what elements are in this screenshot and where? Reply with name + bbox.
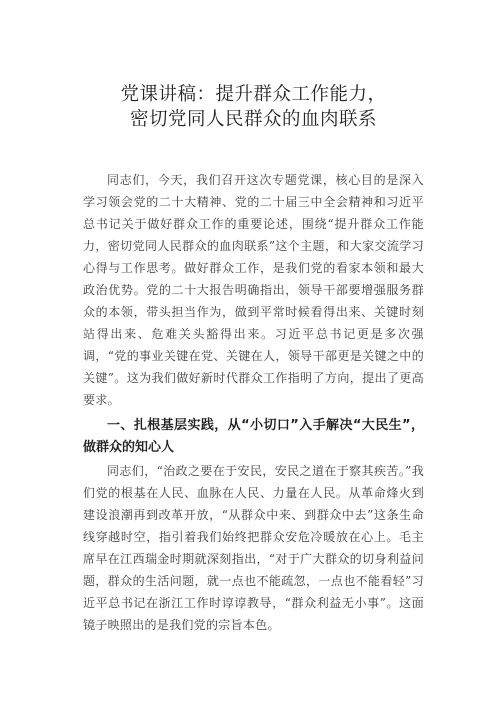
title-line-1: 党课讲稿：提升群众工作能力， (120, 84, 387, 105)
section-1-paragraph: 同志们，“治政之要在于安民，安民之道在于察其疾苦。”我们党的根基在人民、血脉在人民、力量在人民。从革命烽火到建设浪潮再到改革开放，“从群众中来、到群众中去”这条生命线穿越时空，指引着我们始终把群众安危冷暖放在心上。毛主席早在江西瑞金时期就深刻指出，“对于广大群众的切身利益问题，群众的生活问题，就一点也不能疏忽，一点也不能看轻”习近平总书记在浙江工作时谆谆教导，“群众利益无小事”。这面镜子映照出的是我们党的宗旨本色。 (83, 464, 424, 632)
title-line-2: 密切党同人民群众的血肉联系 (129, 109, 377, 130)
document-title (83, 0, 424, 132)
intro-paragraph: 同志们，今天，我们召开这次专题党课，核心目的是深入学习领会党的二十大精神、党的二十届三中全会精神和习近平总书记关于做好群众工作的重要论述，围绕“提升群众工作能力，密切党同人民群众的血肉联系”这个主题，和大家交流学习心得与工作思考。做好群众工作，是我们党的看家本领和最大政治优势。党的二十大报告明确指出，领导干部要增强服务群众的本领，带头担当作为，做到平常时候看得出来、关键时刻站得出来、危难关头豁得出来。习近平总书记更是多次强调，“党的事业关键在党、关键在人，领导干部更是关键之中的关键”。这为我们做好新时代群众工作指明了方向，提出了更高要求。 (83, 173, 424, 407)
section-heading-1: 一、扎根基层实践，从“小切口”入手解决“大民生”，做群众的知心人 (83, 418, 424, 455)
